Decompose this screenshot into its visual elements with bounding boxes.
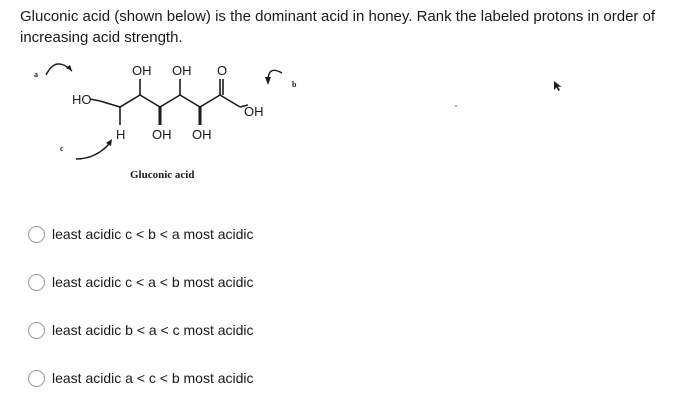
option-3[interactable] [28,318,254,366]
label-h: H [116,127,126,142]
marker-b: b [292,80,297,89]
label-oh4: OH [192,127,212,142]
stray-dot [455,105,457,107]
carbon-chain [100,95,240,107]
radio-circle-icon[interactable] [28,322,45,339]
mouse-cursor-icon [553,80,563,92]
marker-c: c [60,144,64,153]
label-oh-end: OH [244,104,264,119]
structure-diagram [20,55,320,190]
radio-circle-icon[interactable] [28,226,45,243]
option-1[interactable] [28,222,254,270]
label-oh1: OH [132,63,152,78]
label-oh3: OH [152,127,172,142]
radio-circle-icon[interactable] [28,274,45,291]
option-1-label[interactable]: least acidic c < b < a most acidic [52,226,254,242]
marker-a: a [34,70,38,79]
arrow-c [76,143,110,159]
question-text: Gluconic acid (shown below) is the dominant acid in honey. Rank the labeled protons in order of increasing acid strength. [20,8,656,46]
answer-options [28,222,254,414]
option-4-label[interactable]: least acidic a < c < b most acidic [52,370,254,386]
label-oh2: OH [172,63,192,78]
arrow-b-head [265,77,271,85]
label-o: O [217,63,228,78]
option-4[interactable] [28,366,254,414]
ho-bond [90,99,100,101]
arrow-b [268,70,282,81]
structure-caption: Gluconic acid [130,169,195,181]
option-2[interactable] [28,270,254,318]
gluconic-acid-structure [20,55,320,190]
label-ho: HO [72,92,92,107]
option-3-label[interactable]: least acidic b < a < c most acidic [52,322,254,338]
radio-circle-icon[interactable] [28,370,45,387]
arrow-a [46,64,72,75]
option-2-label[interactable]: least acidic c < a < b most acidic [52,274,254,290]
